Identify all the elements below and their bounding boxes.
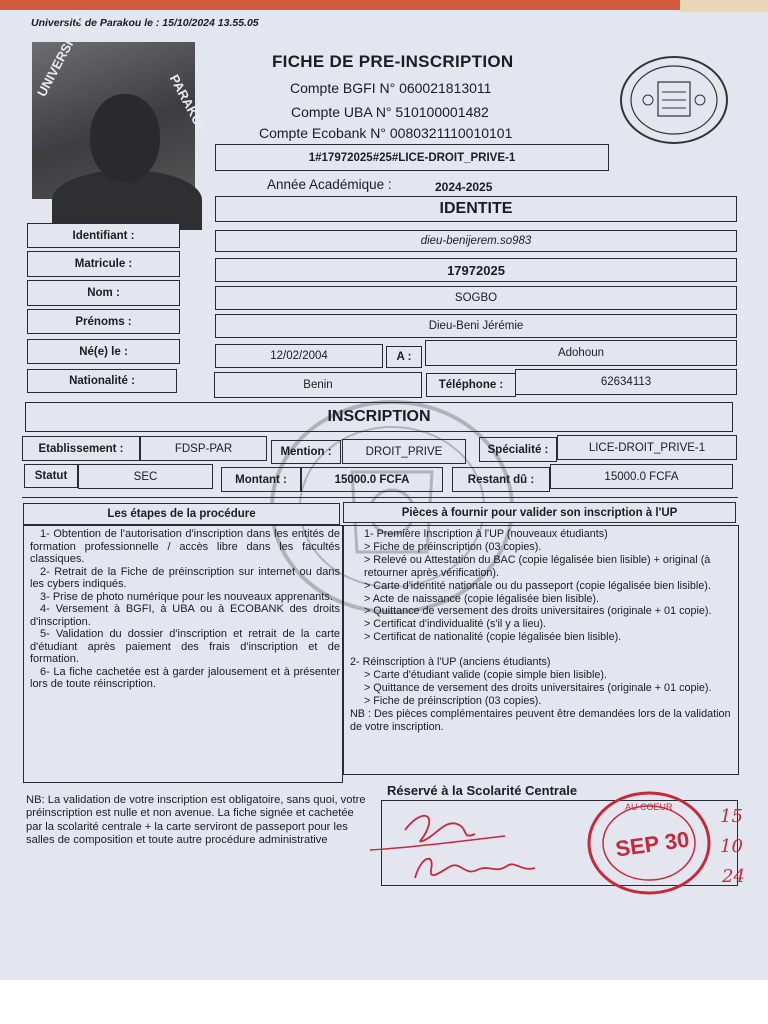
pieces-item: > Quittance de versement des droits universitaires (originale + 01 copie).: [364, 605, 712, 618]
pieces-item: > Relevé ou Attestation du BAC (copie légalisée bien lisible) + original (à retourner après vérification).: [364, 553, 711, 579]
pieces-section1-title: 1- Première Inscription à l'UP (nouveaux étudiants): [364, 528, 608, 540]
specialite-label: Spécialité :: [479, 437, 557, 462]
montant-value: 15000.0 FCFA: [301, 467, 443, 492]
a-label: A :: [386, 346, 422, 368]
identifiant-value: dieu-benijerem.so983: [215, 230, 737, 252]
pieces-item: > Certificat de nationalité (copie légalisée bien lisible).: [364, 631, 622, 644]
pieces-list: [350, 528, 735, 734]
prenoms-value: Dieu-Beni Jérémie: [215, 314, 737, 338]
academic-year-value: 2024-2025: [435, 180, 493, 194]
photo-watermark-left: UNIVERSITE D: [34, 11, 90, 100]
identifiant-label: Identifiant :: [27, 223, 180, 248]
academic-year-label: Année Académique :: [267, 177, 392, 192]
procedure-steps: [30, 528, 340, 691]
validation-note: NB: La validation de votre inscription est obligatoire, sans quoi, votre préinscription est nulle et non avenue. La fiche signée et cachetée par la scolarité centrale + la carte serviront de passeport pour les salles de composition et toute autre procédure administrative: [26, 794, 366, 846]
ecobank-account: Compte Ecobank N° 0080321110010101: [259, 125, 513, 141]
reserved-heading: Réservé à la Scolarité Centrale: [387, 783, 578, 798]
signature-icon: [365, 800, 565, 890]
statut-label: Statut: [24, 464, 78, 488]
matricule-label: Matricule :: [27, 251, 180, 277]
pieces-item: > Quittance de versement des droits universitaires (originale + 01 copie).: [364, 681, 712, 694]
pieces-item: > Fiche de préinscription (03 copies).: [364, 540, 542, 553]
procedure-step: 3- Prise de photo numérique pour les nouveaux apprenants.: [40, 590, 333, 603]
etablissement-value: FDSP-PAR: [140, 436, 267, 461]
form-title: FICHE DE PRE-INSCRIPTION: [272, 52, 514, 71]
mention-label: Mention :: [271, 440, 341, 464]
restant-label: Restant dû :: [452, 467, 550, 492]
lieu-naissance-value: Adohoun: [425, 340, 737, 366]
nom-label: Nom :: [27, 280, 180, 306]
university-seal-icon: [618, 52, 732, 146]
pieces-item: > Carte d'identité nationale ou du passeport (copie légalisée bien lisible).: [364, 579, 711, 592]
restant-value: 15000.0 FCFA: [550, 464, 733, 489]
scolarite-stamp-icon: [585, 788, 715, 898]
date-line: Université de Parakou le : 15/10/2024 13.55.05: [31, 17, 259, 29]
etablissement-label: Etablissement :: [22, 436, 140, 461]
ne-le-value: 12/02/2004: [215, 344, 383, 368]
uba-account: Compte UBA N° 510100001482: [291, 104, 489, 120]
photo-watermark-right: PARAKOU: [166, 72, 211, 137]
reference-code: 1#17972025#25#LICE-DROIT_PRIVE-1: [215, 144, 609, 171]
telephone-label: Téléphone :: [426, 373, 516, 397]
procedure-heading: Les étapes de la procédure: [23, 503, 340, 525]
procedure-step: 1- Obtention de l'autorisation d'inscription dans les entités de formation professionnelle / accès libre dans les facultés classiques.: [30, 528, 340, 565]
top-edge: [0, 0, 768, 10]
pieces-item: > Fiche de préinscription (03 copies).: [364, 694, 542, 707]
procedure-step: 5- Validation du dossier d'inscription et retrait de la carte d'étudiant après paiement des frais d'inscription et de formation.: [30, 628, 340, 665]
matricule-value: 17972025: [215, 258, 737, 282]
procedure-step: 4- Versement à BGFI, à UBA ou à ECOBANK des droits d'inscription.: [30, 603, 340, 628]
nom-value: SOGBO: [215, 286, 737, 310]
procedure-step: 2- Retrait de la Fiche de préinscription sur internet ou dans les cybers indiqués.: [30, 565, 340, 590]
ne-le-label: Né(e) le :: [27, 339, 180, 364]
pieces-heading: Pièces à fournir pour valider son inscription à l'UP: [343, 502, 736, 523]
nationalite-label: Nationalité :: [27, 369, 177, 393]
telephone-value: 62634113: [515, 369, 737, 395]
handwritten-date-icon: [712, 798, 762, 894]
procedure-step: 6- La fiche cachetée est à garder jalousement et à présenter lors de toute réinscription.: [30, 665, 340, 690]
specialite-value: LICE-DROIT_PRIVE-1: [557, 435, 737, 460]
svg-text:SEP 30: SEP 30: [613, 826, 691, 862]
pieces-section2-title: 2- Réinscription à l'UP (anciens étudiants): [350, 656, 551, 669]
pieces-nb: NB : Des pièces complémentaires peuvent être demandées lors de la validation de votre inscription.: [350, 707, 731, 733]
montant-label: Montant :: [221, 467, 301, 492]
pieces-item: > Certificat d'individualité (s'il y a lieu).: [364, 618, 547, 631]
photo-head: [90, 94, 160, 182]
prenoms-label: Prénoms :: [27, 309, 180, 334]
nationalite-value: Benin: [214, 372, 422, 398]
statut-value: SEC: [78, 464, 213, 489]
top-edge-corner: [680, 0, 768, 12]
svg-text:24: 24: [722, 866, 745, 887]
svg-text:AU COEUR: AU COEUR: [625, 802, 673, 812]
identite-heading: IDENTITE: [215, 196, 737, 222]
pieces-item: > Acte de naissance (copie légalisée bien lisible).: [364, 592, 599, 605]
bgfi-account: Compte BGFI N° 060021813011: [290, 80, 492, 96]
mention-value: DROIT_PRIVE: [342, 439, 466, 464]
svg-text:10: 10: [720, 836, 743, 857]
svg-text:15: 15: [720, 806, 743, 827]
pieces-item: > Carte d'étudiant valide (copie simple bien lisible).: [364, 669, 608, 682]
inscription-heading: INSCRIPTION: [25, 402, 733, 432]
